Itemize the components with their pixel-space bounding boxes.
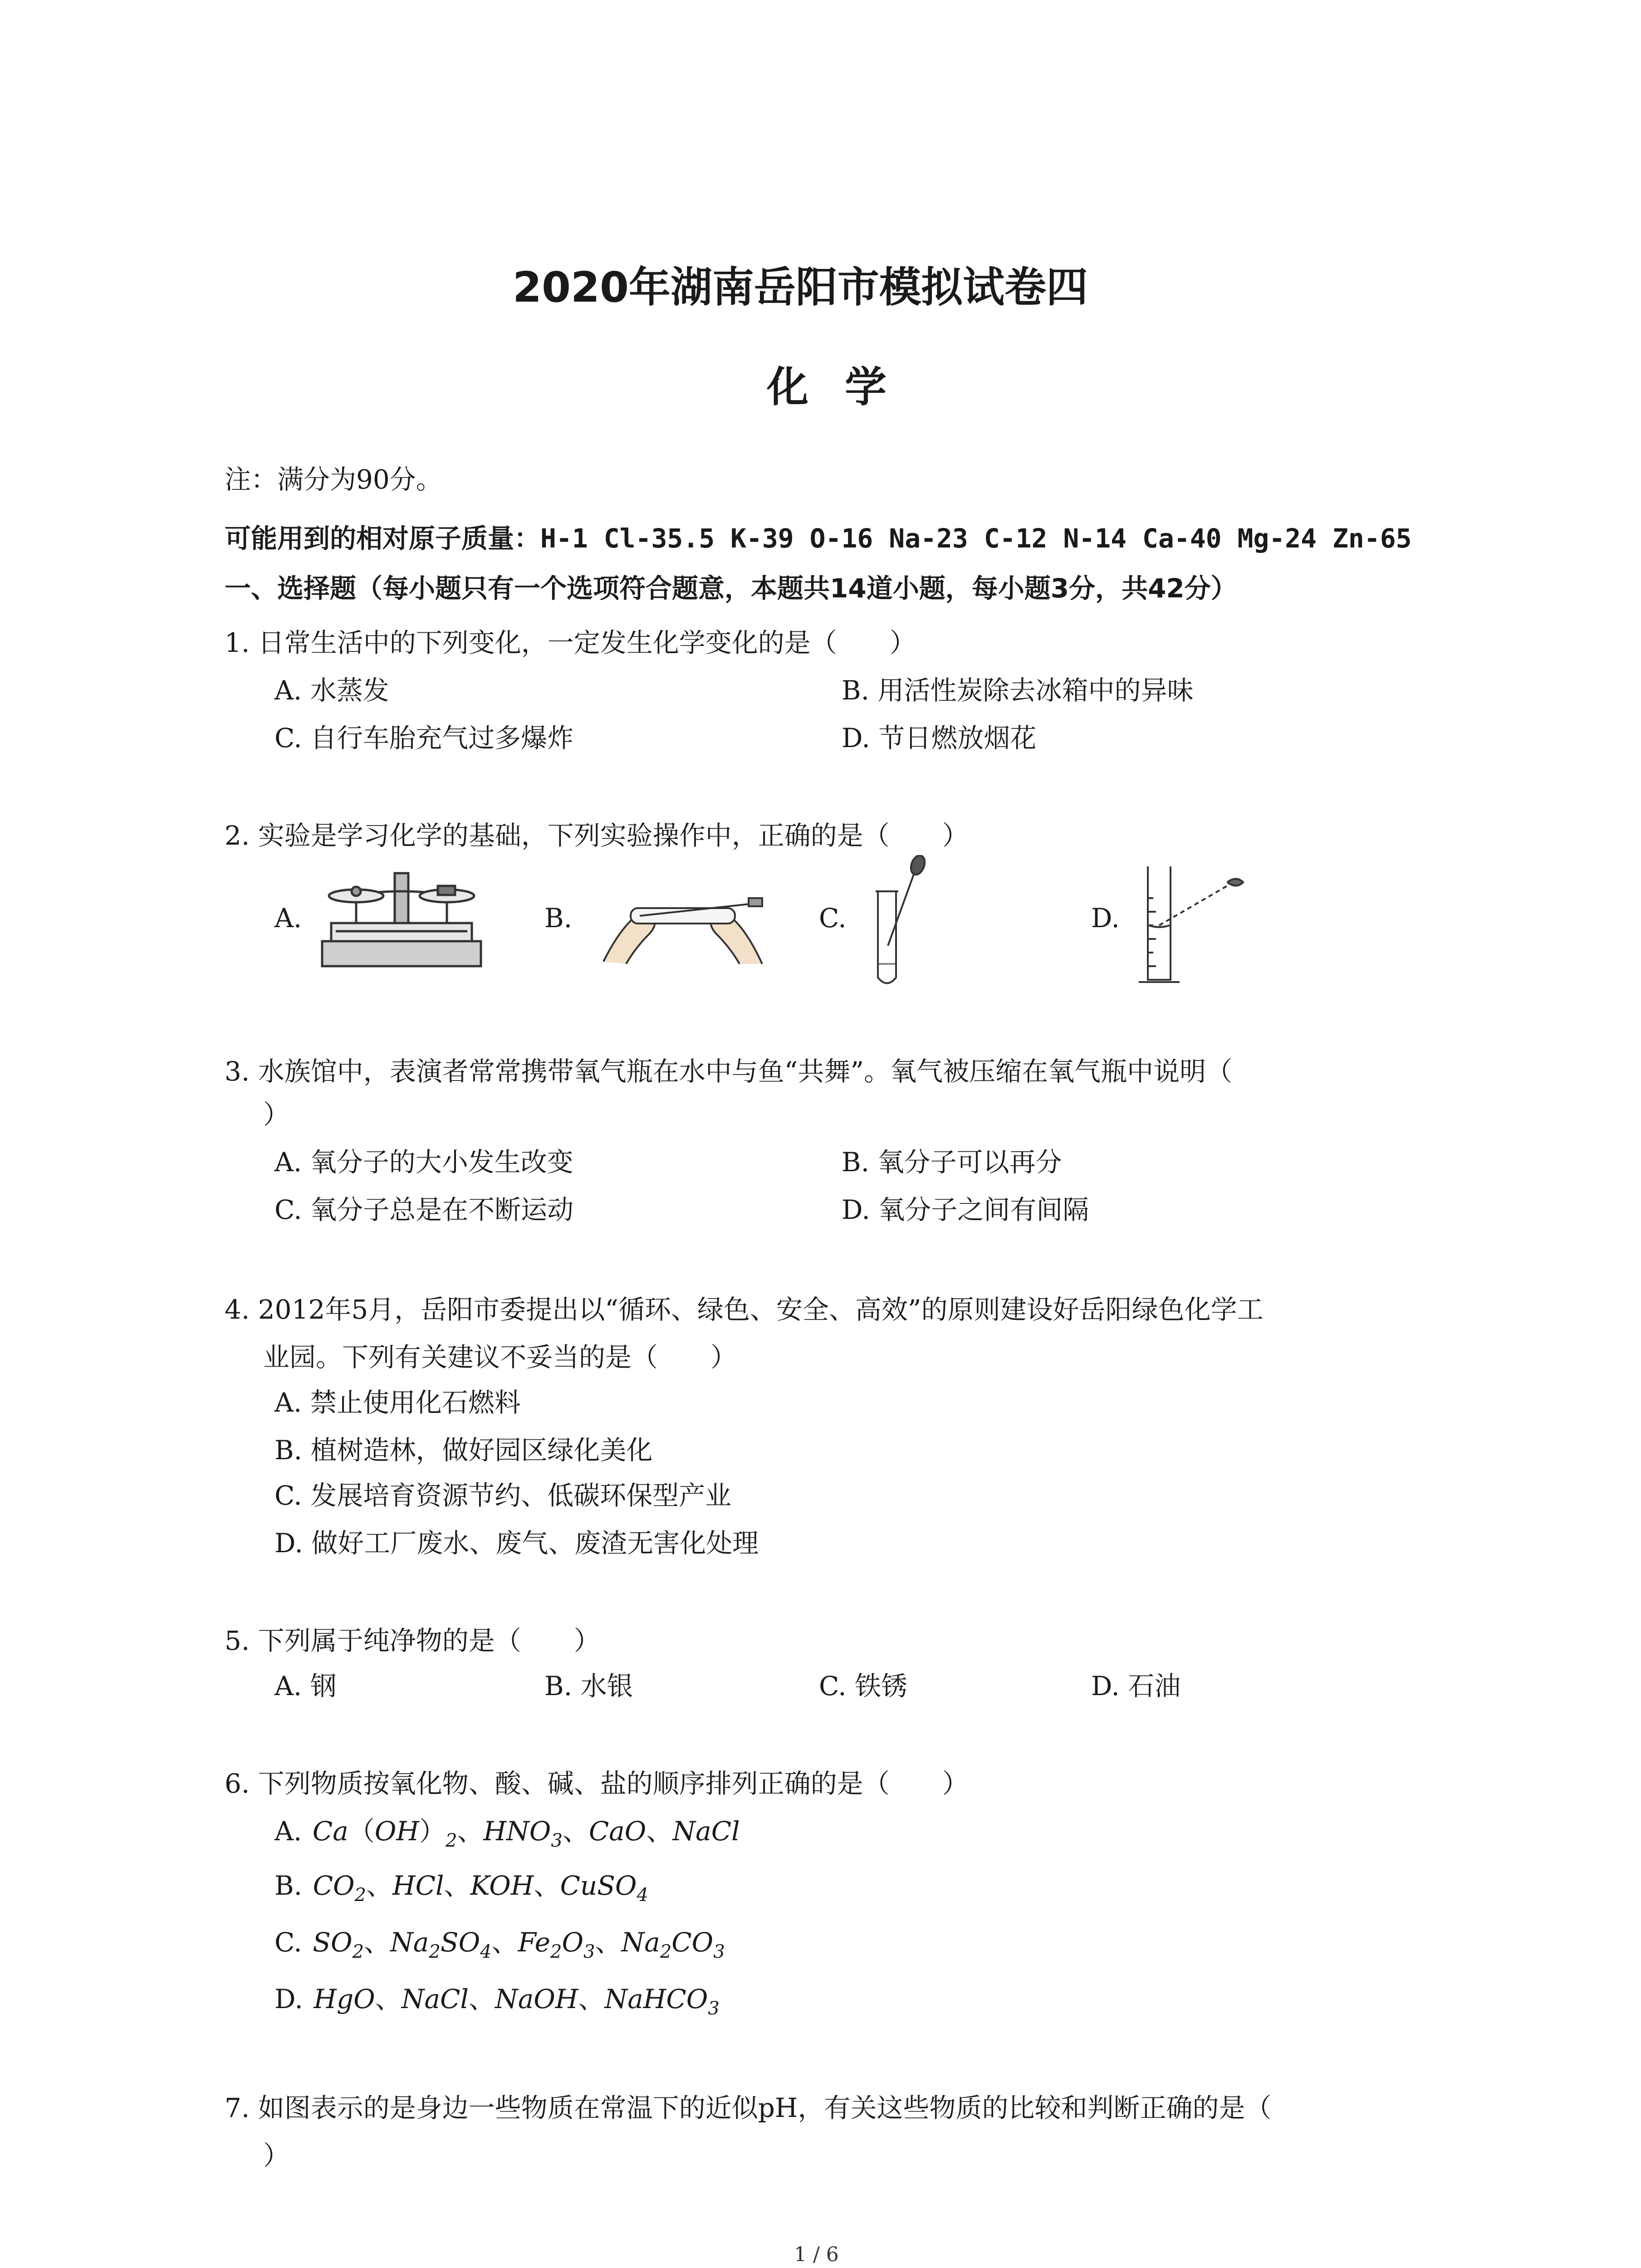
q1-option-a: A. 水蒸发 xyxy=(274,675,389,706)
q4-stem-line2: 业园。下列有关建议不妥当的是（ ） xyxy=(263,1342,737,1373)
q4-option-a: A. 禁止使用化石燃料 xyxy=(274,1387,521,1418)
q5-option-a: A. 钢 xyxy=(274,1671,337,1701)
subject-title: 化学 xyxy=(767,363,923,411)
q3-stem-line1: 3. 水族馆中，表演者常常携带氧气瓶在水中与鱼“共舞”。氧气被压缩在氧气瓶中说明（ xyxy=(225,1056,1233,1087)
q6-option-d xyxy=(274,1978,720,2019)
q6-option-b-formula: $CO_2$、HCl、KOH、CuSO$_4$ xyxy=(304,1870,648,1906)
q3-option-d: D. 氧分子之间有间隔 xyxy=(842,1194,1089,1225)
atomic-mass-line xyxy=(225,517,1412,555)
q4-option-b: B. 植树造林，做好园区绿化美化 xyxy=(274,1435,653,1466)
q2-option-b: B. xyxy=(544,903,573,934)
q2-option-a: A. xyxy=(274,903,302,934)
q6-option-d-formula: HgO、NaCl、NaOH、NaHCO$_3$ xyxy=(305,1984,720,2019)
q6-option-b xyxy=(274,1864,648,1906)
q6-option-c-label: C. xyxy=(274,1927,302,1958)
q4-option-c: C. 发展培育资源节约、低碳环保型产业 xyxy=(274,1480,732,1511)
q7-stem-line1: 7. 如图表示的是身边一些物质在常温下的近似pH，有关这些物质的比较和判断正确的是（ xyxy=(225,2092,1272,2123)
q1-option-d: D. 节日燃放烟花 xyxy=(842,723,1037,753)
q5-option-c: C. 铁锈 xyxy=(819,1671,908,1701)
atomic-mass-values: H-1 Cl-35.5 K-39 O-16 Na-23 C-12 N-14 Ca-40 Mg-24 Zn-65 xyxy=(540,523,1412,554)
q6-option-a xyxy=(274,1810,740,1851)
section-heading: 一、选择题（每小题只有一个选项符合题意，本题共14道小题，每小题3分，共42分） xyxy=(225,573,1237,604)
q4-option-d: D. 做好工厂废水、废气、废渣无害化处理 xyxy=(274,1528,759,1559)
q3-option-a: A. 氧分子的大小发生改变 xyxy=(274,1147,573,1178)
q6-option-b-label: B. xyxy=(274,1870,303,1901)
score-note: 注：满分为90分。 xyxy=(225,464,442,495)
q6-option-c xyxy=(274,1921,725,1962)
q3-option-b: B. 氧分子可以再分 xyxy=(842,1147,1062,1178)
exam-title: 2020年湖南岳阳市模拟试卷四 xyxy=(513,263,1088,312)
q1-option-b: B. 用活性炭除去冰箱中的异味 xyxy=(842,675,1194,706)
q1-option-c: C. 自行车胎充气过多爆炸 xyxy=(274,723,574,753)
q3-stem-line2: ） xyxy=(263,1099,290,1130)
q4-stem-line1: 4. 2012年5月，岳阳市委提出以“循环、绿色、安全、高效”的原则建设好岳阳绿色化学工 xyxy=(225,1294,1264,1325)
test-tube-hands-figure xyxy=(599,885,771,966)
dropper-test-tube-figure xyxy=(864,855,932,991)
q6-option-a-label: A. xyxy=(274,1816,302,1847)
graduated-cylinder-figure xyxy=(1134,857,1252,989)
atomic-mass-prefix: 可能用到的相对原子质量： xyxy=(225,523,541,554)
balance-scale-figure xyxy=(318,864,485,973)
page-number: 1 / 6 xyxy=(794,2243,839,2266)
q5-stem: 5. 下列属于纯净物的是（ ） xyxy=(225,1625,600,1656)
q6-option-d-label: D. xyxy=(274,1984,303,2014)
q6-option-c-formula: $SO_2$、$Na_2SO_4$、$Fe_2O_3$、$Na_2CO_3$ xyxy=(304,1927,725,1962)
q2-option-d: D. xyxy=(1091,903,1120,934)
q6-stem: 6. 下列物质按氧化物、酸、碱、盐的顺序排列正确的是（ ） xyxy=(225,1768,969,1799)
q7-stem-line2: ） xyxy=(263,2140,290,2171)
q1-stem: 1. 日常生活中的下列变化，一定发生化学变化的是（ ） xyxy=(225,627,916,658)
q3-option-c: C. 氧分子总是在不断运动 xyxy=(274,1194,574,1225)
q2-stem: 2. 实验是学习化学的基础，下列实验操作中，正确的是（ ） xyxy=(225,820,969,851)
q6-option-a-formula: $Ca(OH)_2$、$HNO_3$、CaO、NaCl xyxy=(304,1816,740,1851)
q2-option-c: C. xyxy=(819,903,847,934)
q5-option-b: B. 水银 xyxy=(544,1671,633,1701)
q5-option-d: D. 石油 xyxy=(1091,1671,1181,1701)
